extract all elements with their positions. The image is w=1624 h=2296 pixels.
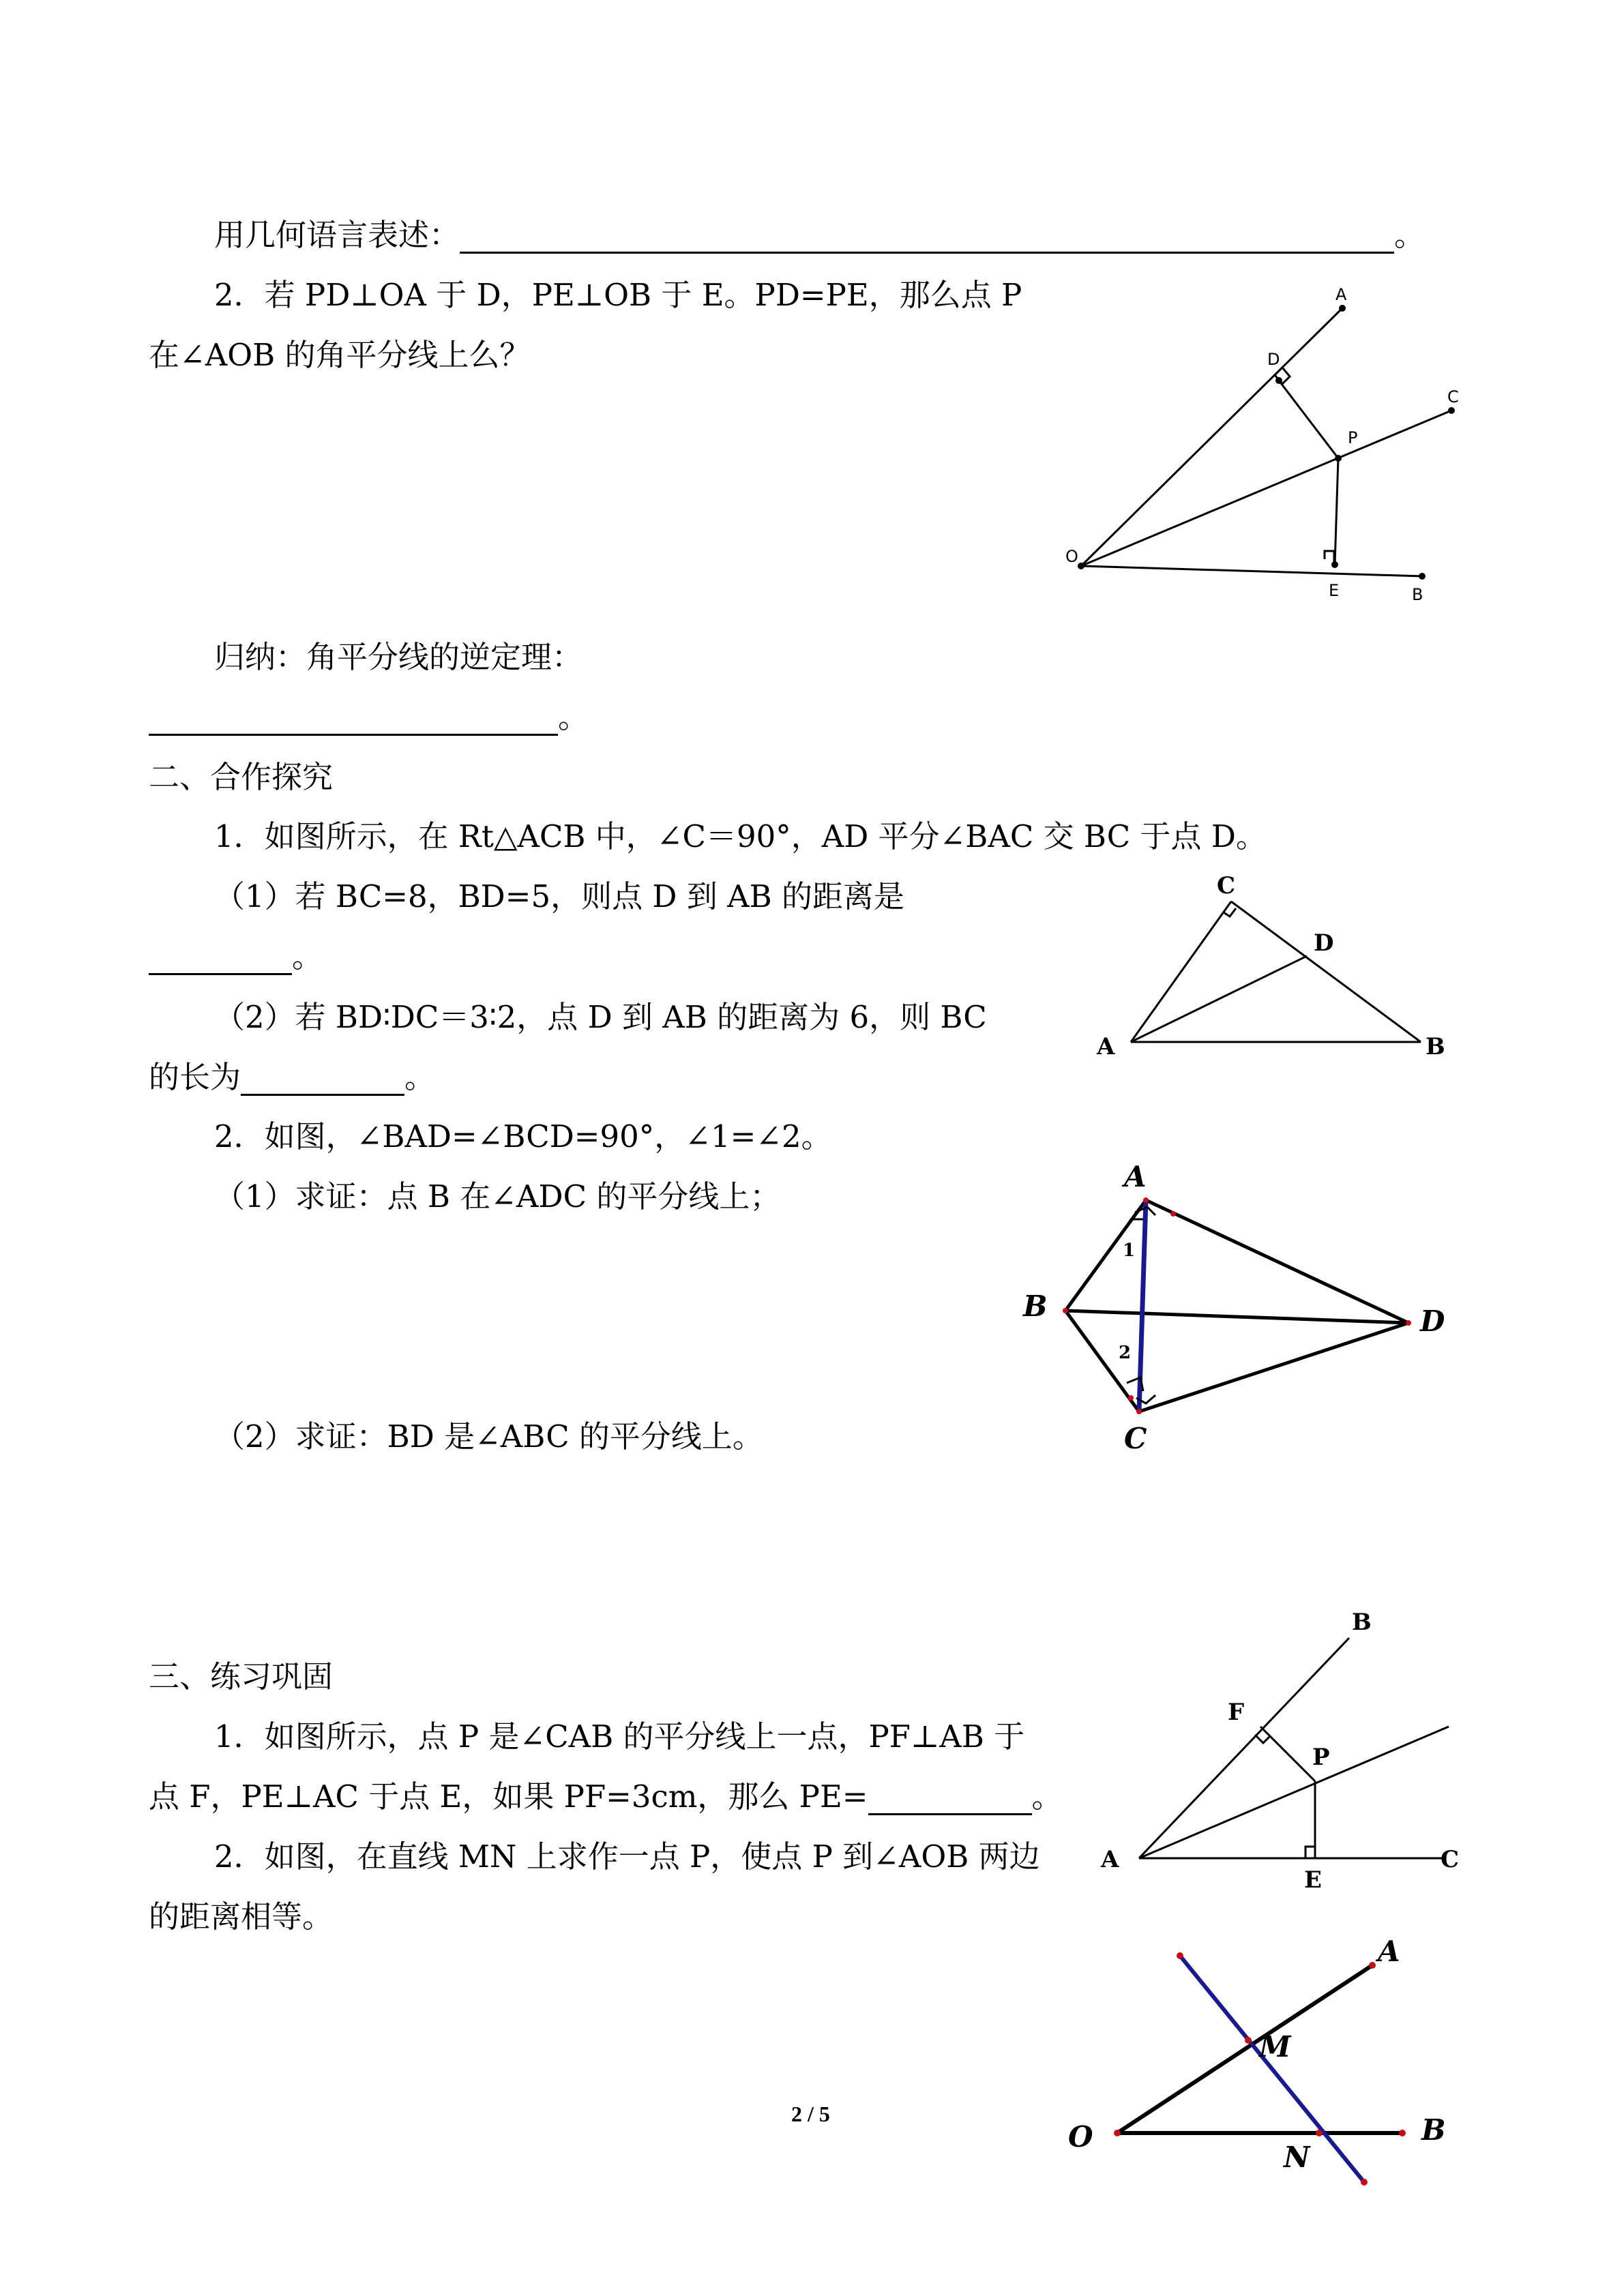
label-D: D [1420,1304,1445,1338]
label-angle-1: 1 [1123,1240,1136,1261]
text-line-geometric-statement: 用几何语言表述： 。 [214,217,1426,253]
text-line-practice2: 2．如图，在直线 MN 上求作一点 P，使点 P 到∠AOB 两边 [214,1838,1040,1875]
figure-angle-bisector-reverse [1050,273,1487,614]
label-B: B [1352,1609,1372,1636]
label-E: E [1304,1866,1322,1894]
text-line-practice1-cont: 点 F，PE⊥AC 于点 E，如果 PF=3cm，那么 PE= 。 [149,1778,1063,1815]
label-A: A [1097,1033,1115,1060]
answer-blank[interactable] [868,1783,1032,1815]
statement-label: 用几何语言表述： [214,217,460,253]
figure-right-triangle-acb [1091,866,1473,1064]
label-D: D [1314,929,1334,957]
label-B: B [1421,2113,1446,2147]
text-line-ex2-part2: （2）求证：BD 是∠ABC 的平分线上。 [214,1418,763,1455]
text-line-practice2-cont: 的距离相等。 [149,1898,334,1935]
label-O: O [1068,2120,1093,2153]
label-B: B [1426,1033,1445,1060]
label-F: F [1228,1699,1245,1726]
label-M: M [1259,2030,1291,2063]
text-line-ex1-part1-blank: 。 [149,938,323,975]
text-line-ex2: 2．如图，∠BAD=∠BCD=90°，∠1=∠2。 [214,1118,832,1154]
text-line-ex1: 1．如图所示，在 Rt△ACB 中，∠C＝90°，AD 平分∠BAC 交 BC 于点 D。 [214,818,1267,854]
figure-quadrilateral-abcd [1016,1152,1480,1473]
label-C: C [1441,1846,1460,1873]
text-line-summary-blank: 。 [149,699,589,736]
label-A: A [1335,285,1347,304]
text-line-summary: 归纳：角平分线的逆定理： [214,639,583,675]
label-C: C [1217,872,1236,899]
label-C: C [1124,1422,1147,1455]
page-number: 2 / 5 [791,2102,830,2126]
section-heading-practice: 三、练习巩固 [149,1658,334,1695]
answer-blank[interactable] [149,943,292,975]
text-line-q2: 2．若 PD⊥OA 于 D，PE⊥OB 于 E。PD=PE，那么点 P [214,277,1022,313]
label-B: B [1023,1289,1048,1323]
label-angle-2: 2 [1119,1343,1132,1363]
label-C: C [1447,387,1459,406]
section-heading-cooperate: 二、合作探究 [149,759,334,795]
label-P: P [1312,1744,1330,1771]
answer-blank[interactable] [241,1064,404,1096]
text-line-q2-cont: 在∠AOB 的角平分线上么？ [149,337,531,373]
text-line-ex1-part1: （1）若 BC=8，BD=5，则点 D 到 AB 的距离是 [214,878,904,914]
figure-angle-aob-line-mn [1057,1923,1487,2196]
label-D: D [1267,350,1280,369]
figure-angle-cab-bisector [1091,1609,1487,1896]
text-line-ex1-part2: （2）若 BD∶DC＝3∶2，点 D 到 AB 的距离为 6，则 BC [214,999,987,1035]
text-line-ex1-part2-cont: 的长为 。 [149,1059,436,1095]
label-N: N [1284,2141,1310,2174]
label-A: A [1124,1160,1147,1193]
answer-blank[interactable] [460,222,1394,254]
label-A: A [1378,1935,1400,1968]
label-O: O [1065,547,1078,566]
text-line-ex2-part1: （1）求证：点 B 在∠ADC 的平分线上； [214,1178,781,1214]
label-P: P [1348,428,1358,447]
label-A: A [1101,1846,1119,1873]
text-line-practice1: 1．如图所示，点 P 是∠CAB 的平分线上一点，PF⊥AB 于 [214,1718,1025,1755]
answer-blank[interactable] [149,704,558,736]
label-E: E [1329,581,1340,600]
label-B: B [1412,585,1423,604]
